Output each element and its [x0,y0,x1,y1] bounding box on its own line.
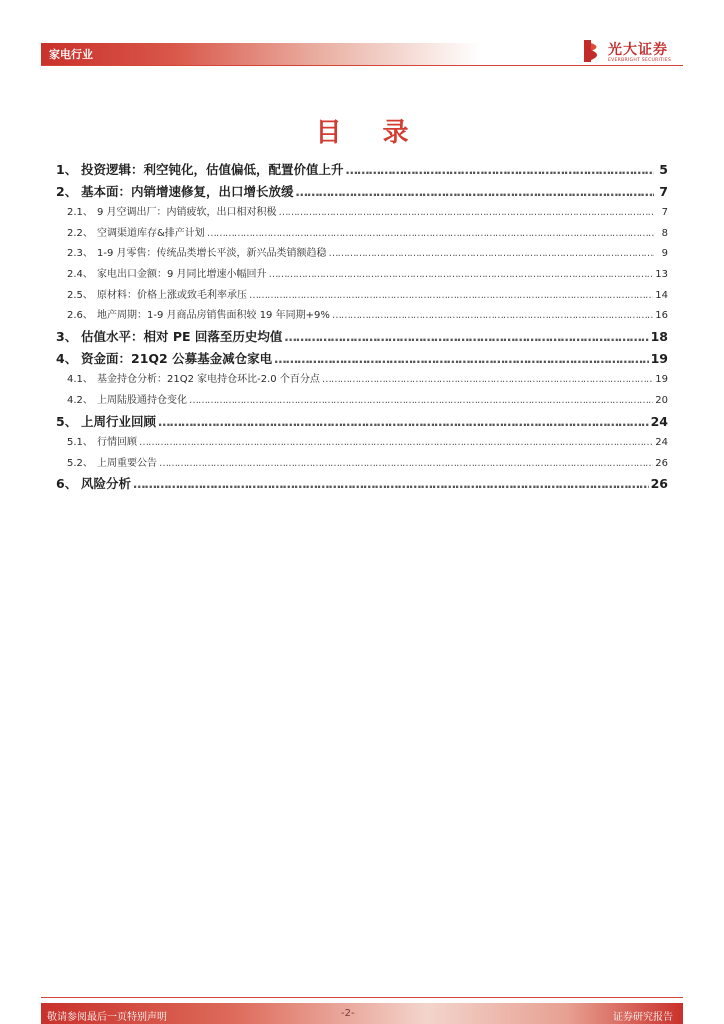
toc-title: 目 录 [315,118,425,148]
table-of-contents [56,160,668,496]
footer-report-type: 证券研究报告 [613,1012,673,1023]
toc-entry-title: 地产周期：1-9 月商品房销售面积较 19 年同期+9% [97,310,330,322]
footer-disclaimer: 敬请参阅最后一页特别声明 [47,1012,167,1023]
toc-entry[interactable] [56,160,668,182]
toc-entry-title: 空调渠道库存&排产计划 [97,227,205,239]
toc-entry-title: 上周行业回顾 [81,413,157,429]
toc-leader-dots [346,162,654,177]
toc-entry-number: 2.4、 [67,269,93,281]
toc-leader-dots [189,395,653,406]
toc-entry[interactable] [56,286,668,307]
toc-entry-page: 7 [659,183,668,199]
toc-entry-title: 行情回顾 [97,437,137,448]
toc-entry-title: 1-9 月零售：传统品类增长平淡，新兴品类销额趋稳 [97,248,327,260]
toc-entry-number: 2、 [56,183,78,199]
toc-leader-dots [159,458,653,469]
toc-entry[interactable] [56,349,668,371]
toc-entry-title: 上周重要公告 [97,457,157,469]
header-band [41,43,481,65]
toc-leader-dots [329,248,654,259]
toc-entry-title: 基金持仓分析：21Q2 家电持仓环比-2.0 个百分点 [97,374,320,386]
toc-entry-page: 24 [655,437,668,448]
toc-leader-dots [296,184,654,199]
toc-entry-title: 投资逻辑：利空钝化，估值偏低，配置价值上升 [81,162,344,177]
toc-entry-number: 6、 [56,476,78,492]
toc-leader-dots [279,207,654,218]
toc-entry[interactable] [56,433,668,454]
toc-entry[interactable] [56,265,668,286]
toc-leader-dots [332,310,653,321]
toc-entry[interactable] [56,327,668,349]
toc-entry-number: 5.1、 [67,437,93,448]
toc-entry[interactable] [56,454,668,475]
toc-entry-title: 上周陆股通持仓变化 [97,394,187,406]
toc-entry-number: 2.3、 [67,248,93,260]
toc-entry-page: 16 [655,310,668,322]
toc-entry-number: 5、 [56,413,78,429]
toc-entry[interactable] [56,474,668,496]
toc-entry-page: 24 [650,413,668,429]
toc-entry-number: 3、 [56,329,78,345]
toc-leader-dots [133,476,649,491]
footer-divider [41,997,683,998]
footer-band [41,1003,683,1024]
toc-entry-page: 13 [655,269,668,281]
toc-entry-number: 2.2、 [67,227,93,239]
toc-leader-dots [274,351,649,366]
toc-entry-title: 资金面：21Q2 公募基金减仓家电 [81,350,273,366]
toc-leader-dots [269,269,654,280]
toc-entry-page: 9 [661,248,668,260]
everbright-logo-icon [582,38,604,64]
toc-entry-number: 4.1、 [67,374,93,386]
toc-entry-page: 5 [659,162,668,177]
toc-entry-page: 18 [650,329,668,345]
toc-entry[interactable] [56,203,668,224]
toc-entry-number: 4.2、 [67,394,93,406]
toc-entry-number: 5.2、 [67,457,93,469]
toc-entry-number: 2.1、 [67,207,93,218]
logo-subtitle: EVERBRIGHT SECURITIES [608,58,672,63]
toc-entry-number: 1、 [56,162,78,177]
toc-entry-page: 7 [661,207,668,218]
toc-entry-page: 19 [650,350,668,366]
toc-entry[interactable] [56,182,668,204]
logo-name: 光大证券 [608,42,668,58]
toc-entry[interactable] [56,306,668,327]
toc-entry-page: 8 [661,227,668,239]
toc-entry[interactable] [56,412,668,434]
toc-entry-title: 家电出口金额：9 月同比增速小幅回升 [97,269,267,281]
toc-entry-page: 14 [655,289,668,301]
toc-entry-page: 20 [655,394,668,406]
toc-leader-dots [158,414,649,429]
toc-entry-page: 26 [655,457,668,469]
toc-entry-title: 风险分析 [81,476,132,492]
toc-entry-title: 原材料：价格上涨或致毛利率承压 [97,289,247,301]
toc-entry-number: 4、 [56,350,78,366]
toc-entry[interactable] [56,391,668,412]
toc-entry[interactable] [56,244,668,265]
toc-leader-dots [139,437,653,448]
toc-entry-page: 26 [650,476,668,492]
toc-leader-dots [284,329,648,344]
toc-entry[interactable] [56,224,668,245]
company-logo [582,38,684,66]
page-number: -2- [341,1008,355,1019]
toc-leader-dots [322,374,653,385]
toc-leader-dots [249,290,653,301]
report-category: 家电行业 [49,48,93,61]
toc-entry[interactable] [56,370,668,391]
toc-entry-number: 2.5、 [67,289,93,301]
toc-entry-number: 2.6、 [67,310,93,322]
toc-entry-title: 估值水平：相对 PE 回落至历史均值 [81,329,283,345]
toc-entry-title: 基本面：内销增速修复，出口增长放缓 [81,183,294,199]
toc-entry-page: 19 [655,374,668,386]
toc-entry-title: 9 月空调出厂：内销疲软，出口相对积极 [97,207,277,218]
toc-leader-dots [207,228,654,239]
